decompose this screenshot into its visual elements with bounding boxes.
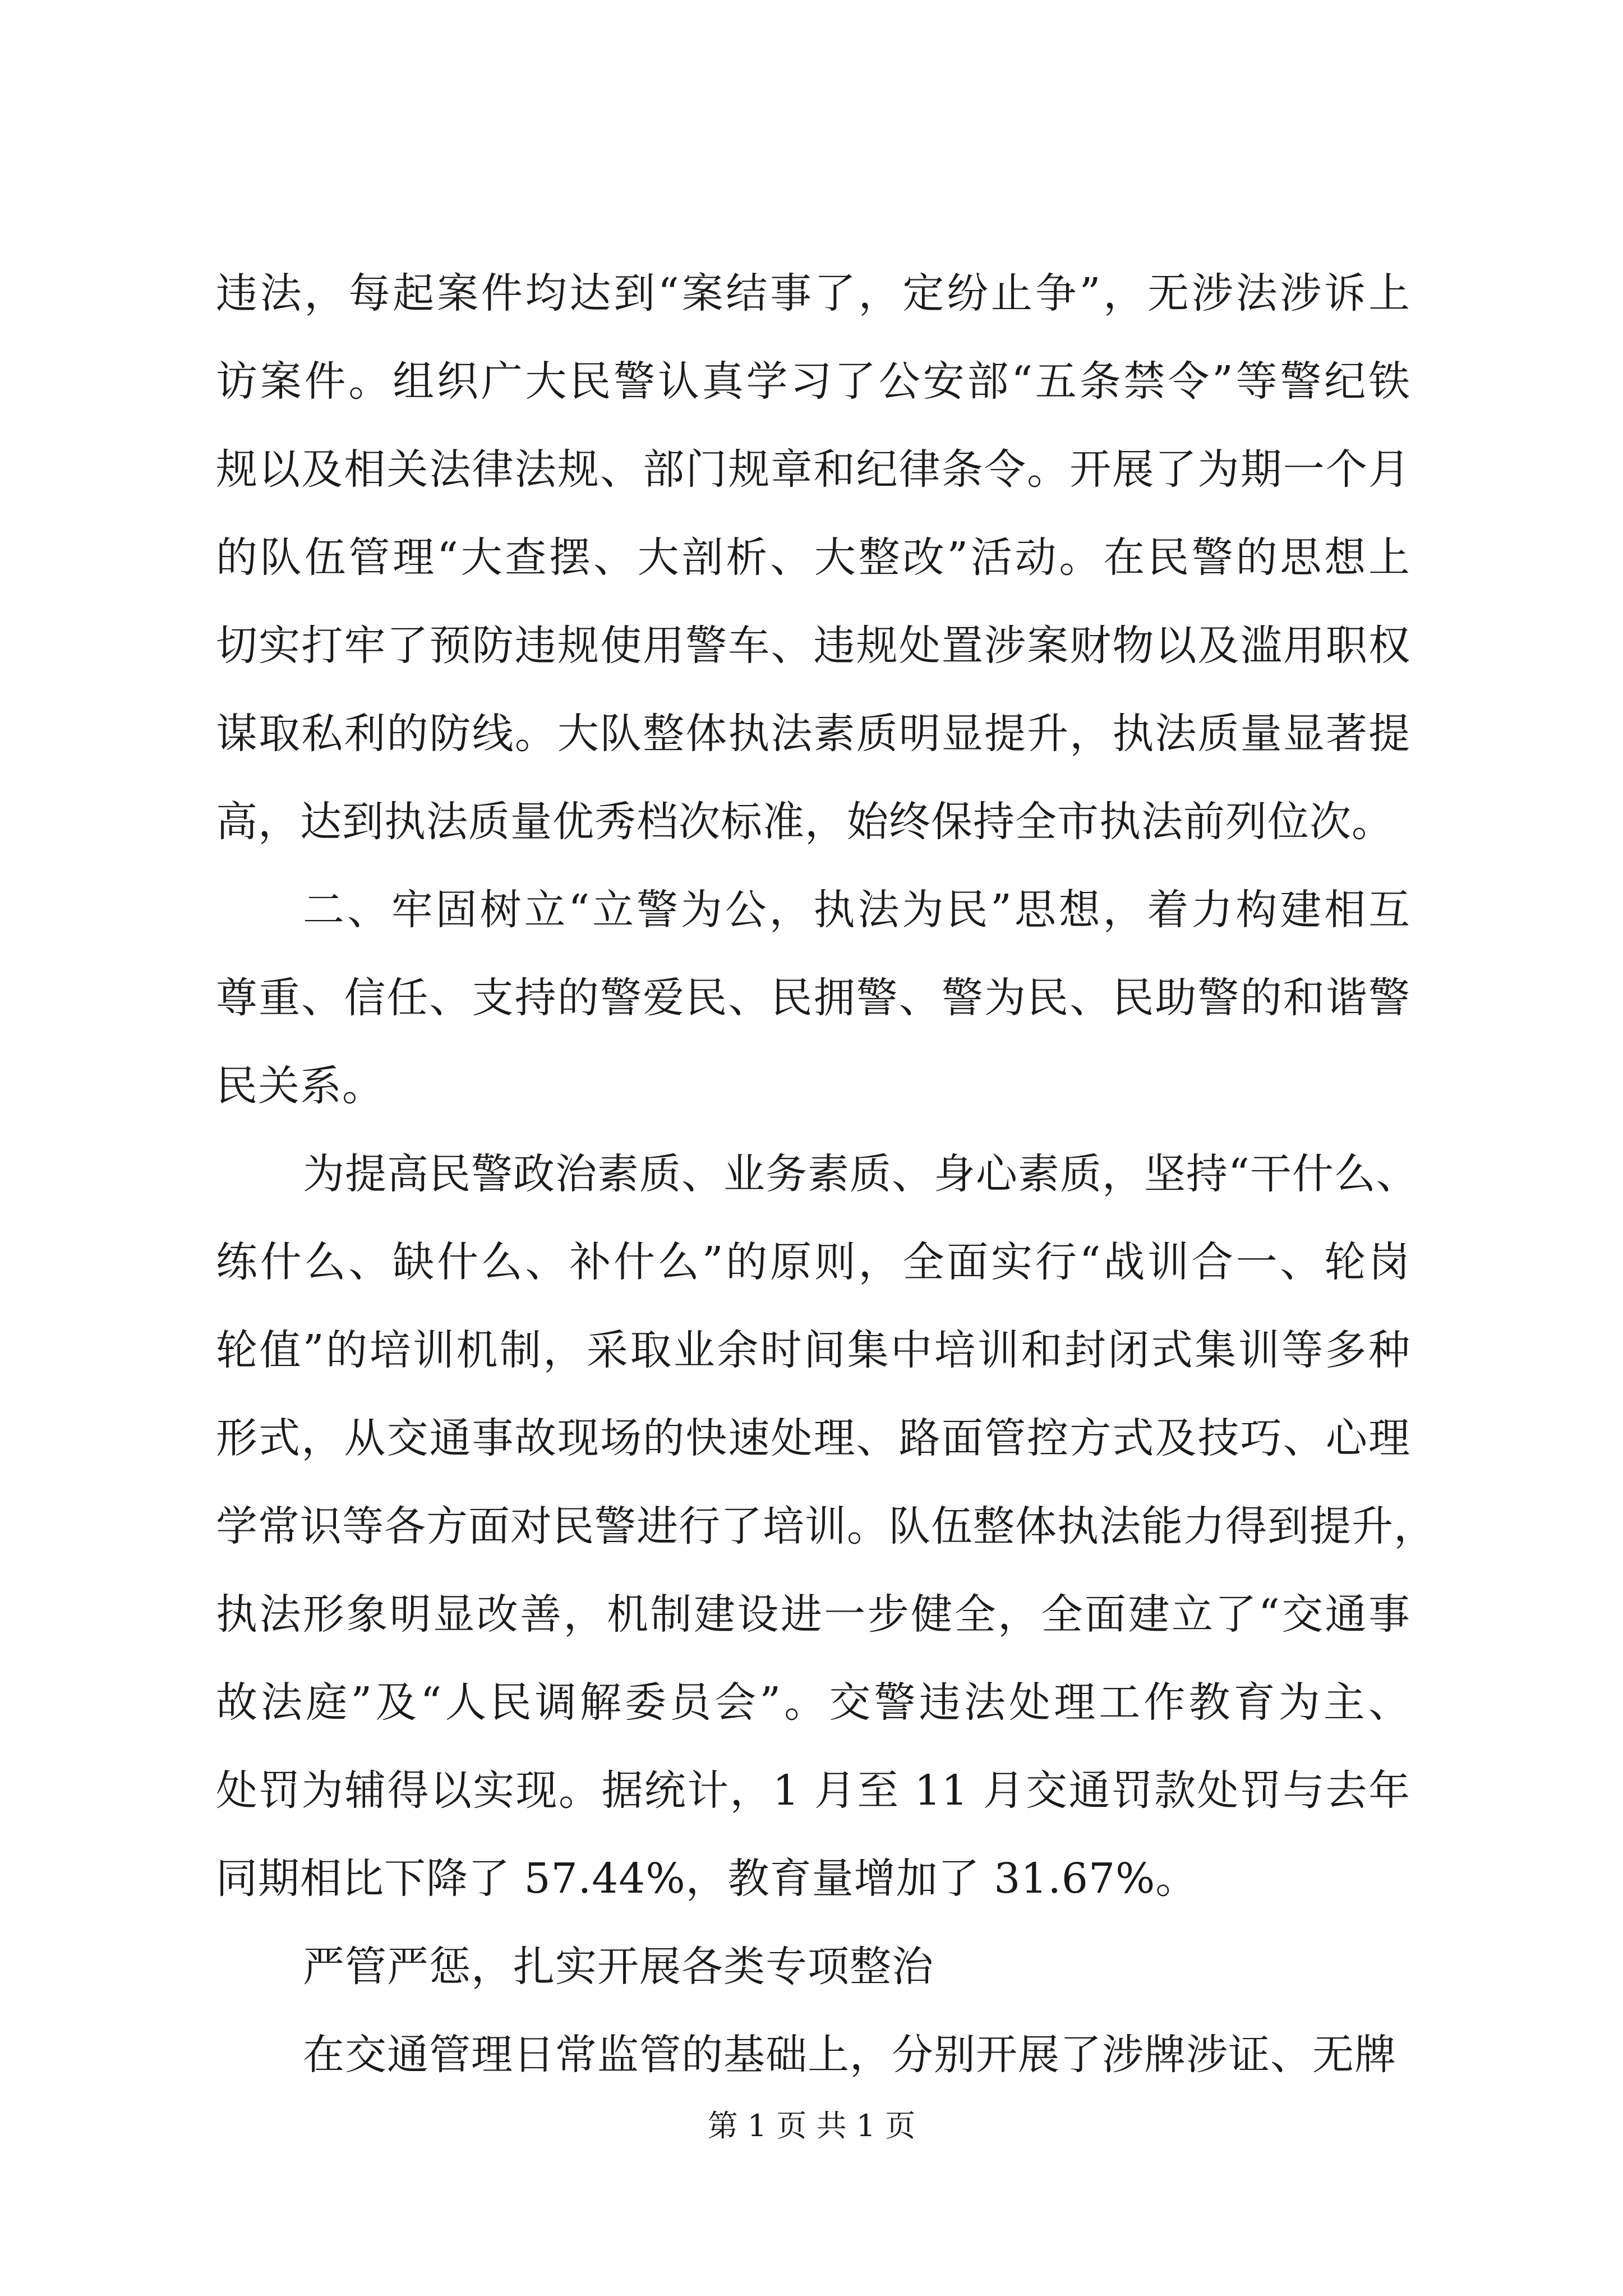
text-line: 在交通管理日常监管的基础上，分别开展了涉牌涉证、无牌 [303, 2031, 1396, 2079]
body-text [216, 250, 1436, 2099]
section-heading-line: 尊重、信任、支持的警爱民、民拥警、警为民、民助警的和谐警 [216, 974, 1410, 1022]
text-line: 练什么、缺什么、补什么”的原则，全面实行“战训合一、轮岗 [216, 1238, 1410, 1286]
text-line: 切实打牢了预防违规使用警车、违规处置涉案财物以及滥用职权 [216, 622, 1410, 670]
text-line: 为提高民警政治素质、业务素质、身心素质，坚持“干什么、 [303, 1150, 1418, 1198]
text-line: 执法形象明显改善，机制建设进一步健全，全面建立了“交通事 [216, 1590, 1410, 1639]
text-line: 谋取私利的防线。大队整体执法素质明显提升，执法质量显著提 [216, 710, 1410, 758]
text-line: 访案件。组织广大民警认真学习了公安部“五条禁令”等警纪铁 [216, 357, 1410, 406]
text-line: 形式，从交通事故现场的快速处理、路面管控方式及技巧、心理 [216, 1414, 1410, 1462]
text-line: 故法庭”及“人民调解委员会”。交警违法处理工作教育为主、 [216, 1678, 1410, 1727]
section-heading-line: 二、牢固树立“立警为公，执法为民”思想，着力构建相互 [303, 886, 1410, 934]
subheading-line: 严管严惩，扎实开展各类专项整治 [303, 1943, 934, 1991]
text-line: 学常识等各方面对民警进行了培训。队伍整体执法能力得到提升， [216, 1502, 1436, 1550]
text-line: 处罚为辅得以实现。据统计，1 月至 11 月交通罚款处罚与去年 [216, 1766, 1410, 1815]
text-line: 违法，每起案件均达到“案结事了，定纷止争”，无涉法涉诉上 [216, 269, 1410, 318]
section-heading-line: 民关系。 [216, 1062, 384, 1110]
text-line: 轮值”的培训机制，采取业余时间集中培训和封闭式集训等多种 [216, 1326, 1410, 1374]
text-line: 的队伍管理“大查摆、大剖析、大整改”活动。在民警的思想上 [216, 533, 1410, 582]
text-line: 高，达到执法质量优秀档次标准，始终保持全市执法前列位次。 [216, 798, 1394, 846]
text-line: 同期相比下降了 57.44%，教育量增加了 31.67%。 [216, 1855, 1198, 1903]
text-line: 规以及相关法律法规、部门规章和纪律条令。开展了为期一个月 [216, 445, 1410, 494]
page-number-footer: 第 1 页 共 1 页 [707, 2108, 916, 2143]
